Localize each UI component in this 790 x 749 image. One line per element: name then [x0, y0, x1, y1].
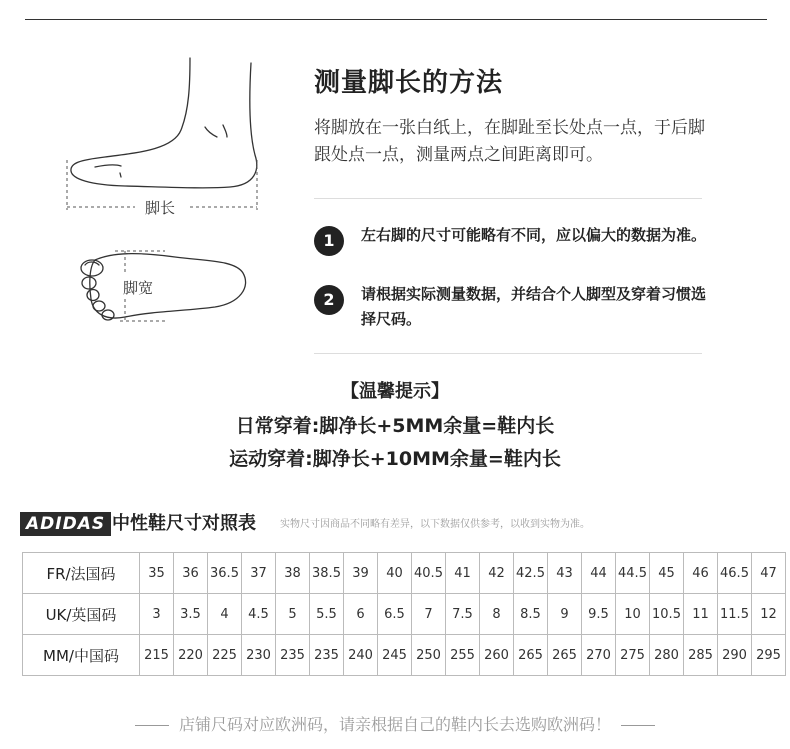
size-cell: 220: [174, 635, 208, 676]
row-header-cell: MM/中国码: [23, 635, 140, 676]
size-cell: 37: [242, 553, 276, 594]
footer-note: [0, 712, 790, 735]
size-cell: 9.5: [582, 594, 616, 635]
size-cell: 295: [752, 635, 786, 676]
size-cell: 40.5: [412, 553, 446, 594]
size-cell: 4.5: [242, 594, 276, 635]
size-cell: 230: [242, 635, 276, 676]
size-cell: 7.5: [446, 594, 480, 635]
size-cell: 265: [514, 635, 548, 676]
top-divider: [25, 19, 767, 20]
size-cell: 40: [378, 553, 412, 594]
size-cell: 7: [412, 594, 446, 635]
size-cell: 255: [446, 635, 480, 676]
row-header-cell: FR/法国码: [23, 553, 140, 594]
table-row: [23, 594, 786, 635]
size-cell: 260: [480, 635, 514, 676]
notice-sport-line: 运动穿着:脚净长+10MM余量=鞋内长: [229, 448, 561, 470]
size-cell: 46.5: [718, 553, 752, 594]
size-cell: 290: [718, 635, 752, 676]
size-cell: 235: [310, 635, 344, 676]
section-divider: [314, 198, 702, 199]
size-cell: 38: [276, 553, 310, 594]
size-cell: 280: [650, 635, 684, 676]
foot-drawing-icon: [55, 55, 260, 335]
size-cell: 245: [378, 635, 412, 676]
tip-text: 请根据实际测量数据，并结合个人脚型及穿着习惯选择尺码。: [361, 285, 707, 328]
brand-badge: ADIDAS: [20, 512, 111, 536]
size-cell: 39: [344, 553, 378, 594]
footer-dash-right: [621, 725, 655, 726]
size-cell: 41: [446, 553, 480, 594]
size-cell: 11: [684, 594, 718, 635]
size-cell: 46: [684, 553, 718, 594]
footer-dash-left: [135, 725, 169, 726]
size-cell: 250: [412, 635, 446, 676]
size-cell: 215: [140, 635, 174, 676]
size-cell: 8.5: [514, 594, 548, 635]
size-cell: 47: [752, 553, 786, 594]
tip-text: 左右脚的尺寸可能略有不同，应以偏大的数据为准。: [361, 226, 707, 244]
size-cell: 9: [548, 594, 582, 635]
tip-number-badge: 1: [314, 226, 344, 256]
size-cell: 235: [276, 635, 310, 676]
row-header-cell: UK/英国码: [23, 594, 140, 635]
notice-title: 【温馨提示】: [341, 381, 449, 402]
foot-width-label: 脚宽: [123, 279, 154, 297]
size-cell: 42.5: [514, 553, 548, 594]
section-divider: [314, 353, 702, 354]
size-cell: 42: [480, 553, 514, 594]
table-row: [23, 635, 786, 676]
size-chart-note: 实物尺寸因商品不同略有差异，以下数据仅供参考，以收到实物为准。: [280, 519, 590, 530]
size-cell: 240: [344, 635, 378, 676]
size-chart-title: 中性鞋尺寸对照表: [112, 513, 256, 534]
notice-daily-line: 日常穿着:脚净长+5MM余量=鞋内长: [235, 415, 555, 437]
size-cell: 36.5: [208, 553, 242, 594]
size-cell: 6.5: [378, 594, 412, 635]
size-cell: 3: [140, 594, 174, 635]
size-cell: 5: [276, 594, 310, 635]
size-cell: 38.5: [310, 553, 344, 594]
size-chart-header: [20, 512, 780, 536]
size-cell: 11.5: [718, 594, 752, 635]
size-cell: 36: [174, 553, 208, 594]
footer-text: 店铺尺码对应欧洲码，请亲根据自己的鞋内长去选购欧洲码！: [178, 715, 611, 734]
size-cell: 6: [344, 594, 378, 635]
size-cell: 265: [548, 635, 582, 676]
size-cell: 285: [684, 635, 718, 676]
size-cell: 10: [616, 594, 650, 635]
size-cell: 3.5: [174, 594, 208, 635]
size-cell: 8: [480, 594, 514, 635]
foot-illustration: [55, 55, 260, 335]
size-cell: 44: [582, 553, 616, 594]
size-cell: 10.5: [650, 594, 684, 635]
measure-description: 将脚放在一张白纸上，在脚趾至长处点一点，于后脚跟处点一点，测量两点之间距离即可。: [314, 118, 705, 165]
tip-number-badge: 2: [314, 285, 344, 315]
size-cell: 35: [140, 553, 174, 594]
size-cell: 225: [208, 635, 242, 676]
size-cell: 4: [208, 594, 242, 635]
foot-length-label: 脚长: [145, 199, 176, 217]
size-cell: 12: [752, 594, 786, 635]
size-cell: 45: [650, 553, 684, 594]
size-cell: 275: [616, 635, 650, 676]
size-cell: 270: [582, 635, 616, 676]
size-cell: 44.5: [616, 553, 650, 594]
size-table: [22, 552, 786, 676]
size-cell: 5.5: [310, 594, 344, 635]
size-cell: 43: [548, 553, 582, 594]
table-row: [23, 553, 786, 594]
measure-title: 测量脚长的方法: [314, 68, 504, 98]
